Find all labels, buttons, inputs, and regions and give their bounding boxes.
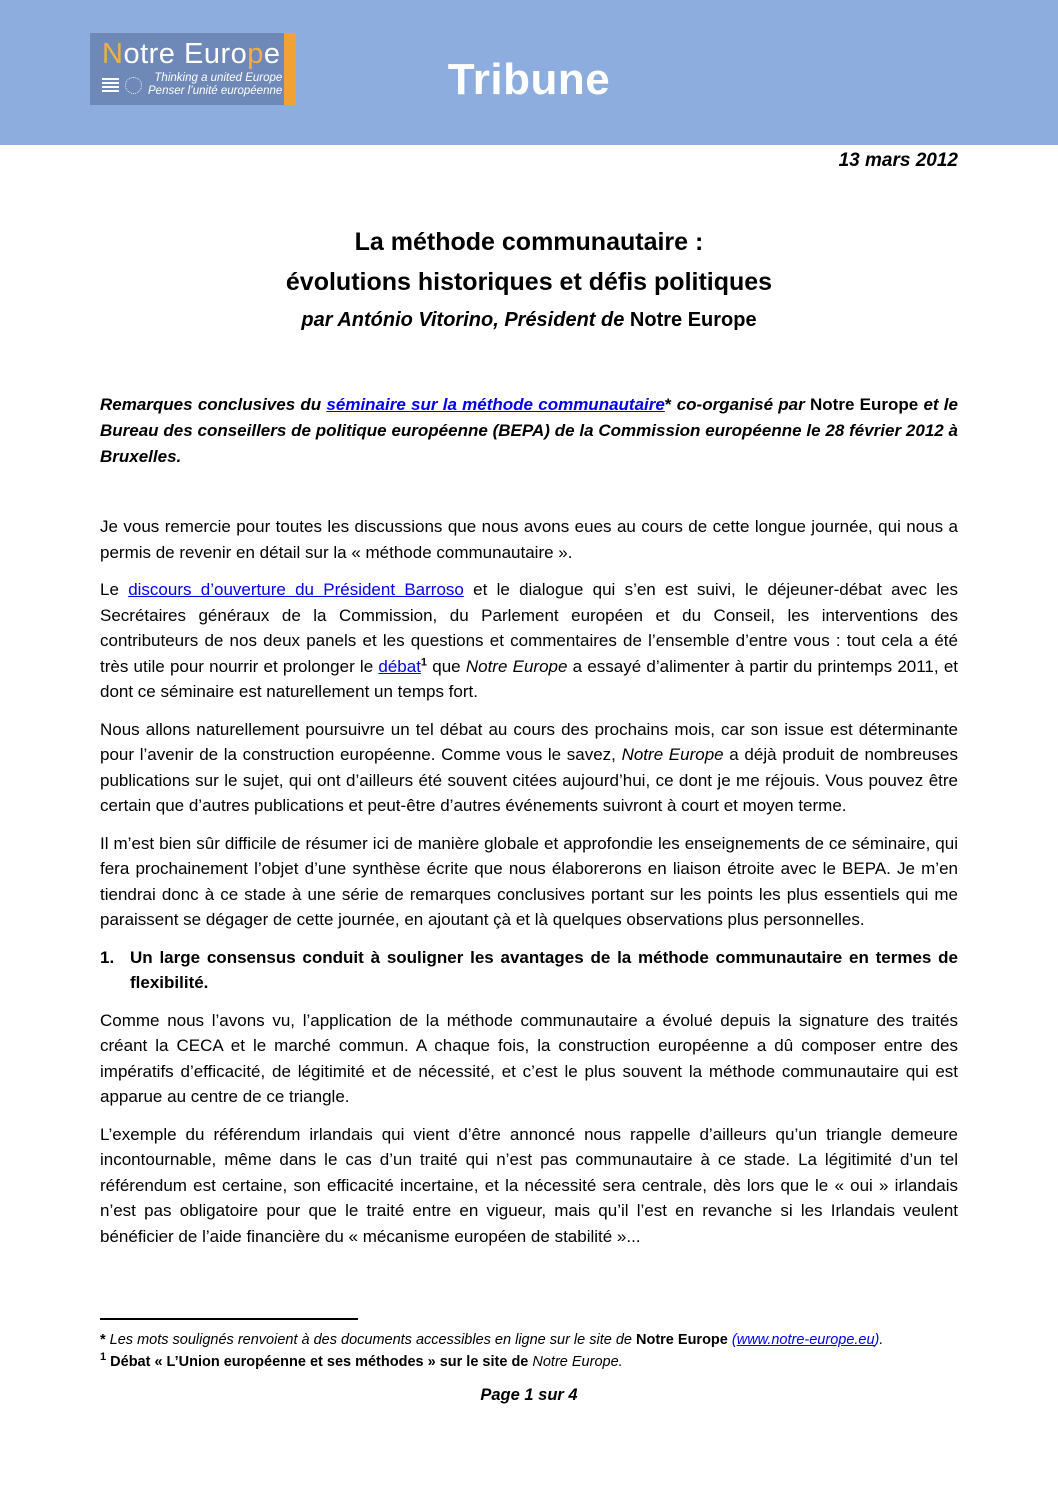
logo-brand-p: p <box>247 38 264 70</box>
paragraph-2 <box>100 577 958 705</box>
page-number: Page 1 sur 4 <box>480 1386 578 1404</box>
footnote-1-text: Débat « L’Union européenne et ses méthodes » sur le site de <box>106 1354 533 1370</box>
intro-text: Remarques conclusives du <box>100 395 327 414</box>
publication-title: Tribune <box>447 55 611 104</box>
paragraph-3-organisation: Notre Europe <box>621 745 724 764</box>
paragraph-2-organisation: Notre Europe <box>465 656 568 676</box>
footnote-1-marker: 1 <box>100 1351 107 1364</box>
document-title-line2: évolutions historiques et défis politiques <box>285 268 773 296</box>
seminar-link[interactable]: séminaire sur la méthode communautaire <box>326 395 665 414</box>
paragraph-3 <box>100 717 958 819</box>
publication-date: 13 mars 2012 <box>838 150 958 171</box>
notre-europe-website-link[interactable]: www.notre-europe.eu <box>736 1332 875 1348</box>
paragraph-5: Comme nous l’avons vu, l’application de la méthode communautaire a évolué depuis la signature des traités créant la CECA et le marché commun. A chaque fois, la construction européenne a dû composer entre des impératifs d’efficacité, de légitimité et de nécessité, et c’est le plus souvent la méthode communautaire qui est apparue au centre de ce triangle. <box>100 1010 958 1106</box>
intro-paragraph <box>100 392 958 470</box>
section-1-number: 1. <box>100 947 115 967</box>
intro-organisation: Notre Europe <box>810 395 919 414</box>
paragraph-4: Il m’est bien sûr difficile de résumer ici de manière globale et approfondie les enseignements de ce séminaire, qui fera prochainement l’objet d’une synthèse écrite que nous élaborerons en liaison étroite avec le BEPA. Je m’en tiendrai donc à ce stade à une série de remarques conclusives portant sur les points les plus essentiels qui me paraissent se dégager de cette journée, en ajoutant çà et là quelques observations plus personnelles. <box>100 833 958 929</box>
section-1-title: Un large consensus conduit à souligner les avantages de la méthode communautaire en termes de flexibilité. <box>130 947 958 992</box>
section-1-heading <box>100 945 958 996</box>
footnote-star-organisation: Notre Europe <box>636 1332 732 1348</box>
paragraph-1: Je vous remercie pour toutes les discussions que nous avons eues au cours de cette longue journée, qui nous a permis de revenir en détail sur la « méthode communautaire ». <box>100 517 958 562</box>
paragraph-2-text-mid2: que <box>427 656 466 676</box>
paragraph-3-text-post: a déjà produit de nombreuses publications sur le sujet, qui ont d’ailleurs été souvent citées aujourd’hui, ce dont je me réjouis. Vous pouvez être certain que d’autres publications et peut-être d’autres événements suivront à court et moyen terme. <box>100 745 958 815</box>
paragraph-2-text: Le <box>100 580 129 599</box>
footnote-1-reference: 1 <box>420 655 428 668</box>
footnote-star-text: Les mots soulignés renvoient à des documents accessibles en ligne sur le site de <box>109 1332 636 1348</box>
byline-author: par António Vitorino, Président de <box>301 309 630 331</box>
logo-tagline-fr: Penser l’unité européenne <box>148 85 283 97</box>
footnote-star-paren-open: ( <box>731 1332 737 1348</box>
footnote-separator <box>100 1318 358 1320</box>
document-title-line1: La méthode communautaire : <box>354 228 704 256</box>
logo-brand-e: e <box>263 38 281 70</box>
footnote-star-marker: * <box>100 1332 110 1348</box>
footnotes-section <box>100 1318 958 1406</box>
byline <box>100 302 958 338</box>
byline-organisation: Notre Europe <box>629 309 757 331</box>
footnote-star-paren-close: ) <box>874 1332 880 1348</box>
barroso-speech-link[interactable]: discours d’ouverture du Président Barroso <box>128 580 464 599</box>
intro-asterisk: * <box>664 395 672 414</box>
paragraph-2-text-mid: et le dialogue qui s’en est suivi, le déjeuner-débat avec les Secrétaires généraux de la Commission, du Parlement européen et du Conseil, les interventions des contributeurs de nos deux panels et les questions et commentaires de l’ensemble d’entre vous : tout cela a été très utile pour nourrir et prolonger le <box>100 580 958 676</box>
debat-link[interactable]: débat <box>378 656 421 676</box>
paragraph-6: L’exemple du référendum irlandais qui vient d’être annoncé nous rappelle d’ailleurs qu’un triangle demeure incontournable, même dans le cas d’un traité qui n’est pas communautaire à ce stade. La légitimité d’un tel référendum est certaine, son efficacité incertaine, et la nécessité sera centrale, dès lors que le « oui » irlandais n’est pas obligatoire pour que le traité entre en vigueur, mais qu’il l’est en revanche si les Irlandais veulent bénéficier de l’aide financière du « mécanisme européen de stabilité »... <box>100 1124 958 1246</box>
document-title-block <box>100 222 958 338</box>
footnote-star-period: . <box>879 1332 884 1348</box>
intro-text-post: et le Bureau des conseillers de politique européenne (BEPA) de la Commission européenne le 28 février 2012 à Bruxelles. <box>100 395 958 466</box>
intro-text-mid: co-organisé par <box>671 395 810 414</box>
paragraph-3-text: Nous allons naturellement poursuivre un tel débat au cours des prochains mois, car son issue est déterminante pour l’avenir de la construction européenne. Comme vous le savez, <box>100 719 958 764</box>
logo-tagline-en: Thinking a united Europe <box>154 72 283 84</box>
logo-brand-mid: otre Euro <box>123 38 248 70</box>
footnote-1 <box>100 1351 958 1373</box>
paragraph-2-text-post: a essayé d’alimenter à partir du printemps 2011, et dont ce séminaire est naturellement un temps fort. <box>100 656 958 701</box>
document-body <box>100 392 958 1261</box>
footnote-1-organisation: Notre Europe. <box>532 1354 623 1370</box>
footnote-star <box>100 1329 958 1351</box>
header-banner <box>0 0 1058 145</box>
logo-brand-n: N <box>102 38 124 70</box>
